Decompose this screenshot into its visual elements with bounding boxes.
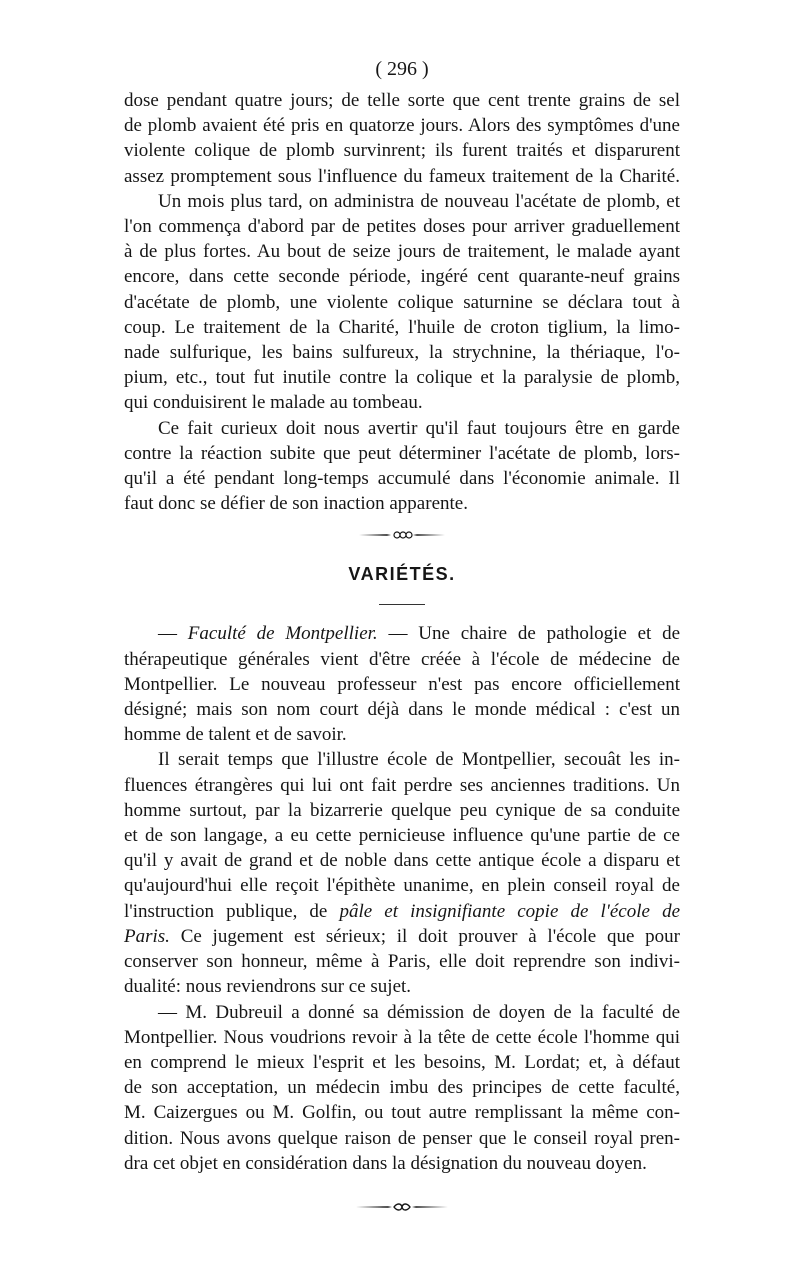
- text-line: désigné; mais son nom court déjà dans le monde médical : c'est un: [124, 699, 680, 721]
- text-line: l'on commença d'abord par de petites doses pour arriver graduellement: [124, 216, 680, 238]
- end-ornament-icon: [354, 1200, 450, 1214]
- text-line: violente colique de plomb survinrent; ils furent traités et disparurent: [124, 140, 680, 162]
- text-line: qu'il a été pendant long-temps accumulé dans l'économie animale. Il: [124, 468, 680, 490]
- title-rule: [379, 604, 425, 605]
- text-line: d'acétate de plomb, une violente colique saturnine se déclara tout à: [124, 291, 680, 313]
- paragraph-continuation: [124, 88, 680, 189]
- text-line: Ce fait curieux doit nous avertir qu'il faut toujours être en garde: [158, 417, 680, 439]
- text-line: thérapeutique générales vient d'être créée à l'école de médecine de: [124, 648, 680, 670]
- text-line: homme surtout, par la bizarrerie quelque peu cynique de sa conduite: [124, 799, 680, 821]
- text-line: de plomb avaient été pris en quatorze jours. Alors des symptômes d'une: [124, 115, 680, 137]
- text-line: de son acceptation, un médecin imbu des principes de cette faculté,: [124, 1077, 680, 1099]
- text-line: [124, 924, 680, 949]
- text-line: en comprend le mieux l'esprit et les besoins, M. Lordat; et, à défaut: [124, 1051, 680, 1073]
- text-line: pium, etc., tout fut inutile contre la colique et la paralysie de plomb,: [124, 367, 680, 389]
- book-page: [124, 56, 680, 1214]
- text-line: faut donc se défier de son inaction apparente.: [124, 493, 468, 515]
- text-line: Montpellier. Le nouveau professeur n'est pas encore officiellement: [124, 673, 680, 695]
- line-rest: — Une chaire de pathologie et de: [377, 623, 681, 645]
- text-line: — M. Dubreuil a donné sa démission de doyen de la faculté de: [158, 1001, 680, 1023]
- text-line: dualité: nous reviendrons sur ce sujet.: [124, 976, 412, 998]
- text-line: qu'il y avait de grand et de noble dans cette antique école a disparu et: [124, 850, 680, 872]
- text-line: dose pendant quatre jours; de telle sorte que cent trente grains de sel: [124, 90, 680, 111]
- text-line: nade sulfurique, les bains sulfureux, la strychnine, la thériaque, l'o-: [124, 342, 680, 364]
- text-line: assez promptement sous l'influence du fameux traitement de la Charité.: [124, 165, 680, 187]
- line-text: l'instruction publique, de: [124, 900, 340, 922]
- text-line: fluences étrangères qui lui ont fait perdre ses anciennes traditions. Un: [124, 774, 680, 796]
- text-line: encore, dans cette seconde période, ingéré cent quarante-neuf grains: [124, 266, 680, 288]
- text-line: Montpellier. Nous voudrions revoir à la tête de cette école l'homme qui: [124, 1026, 680, 1048]
- text-line: [124, 899, 680, 924]
- text-line: à de plus fortes. Au bout de seize jours de traitement, le malade ayant: [124, 241, 680, 263]
- text-line: conserver son honneur, même à Paris, elle doit reprendre son indivi-: [124, 951, 680, 973]
- text-line: [124, 621, 680, 646]
- text-line: contre la réaction subite que peut déterminer l'acétate de plomb, lors-: [124, 442, 680, 464]
- text-line: M. Caizergues ou M. Golfin, ou tout autre remplissant la même con-: [124, 1102, 680, 1124]
- italic-heading: Faculté de Montpellier.: [187, 623, 378, 645]
- text-line: Un mois plus tard, on administra de nouveau l'acétate de plomb, et: [158, 190, 680, 212]
- line-rest: Ce jugement est sérieux; il doit prouver à l'école que pour: [169, 925, 680, 947]
- paragraph-faculte: [124, 621, 680, 747]
- ornament-divider-svg: [357, 528, 447, 542]
- italic-quote: Paris.: [124, 925, 170, 947]
- paragraph-warning: [124, 416, 680, 517]
- text-line: et de son langage, a eu cette pernicieuse influence qu'une partie de ce: [124, 825, 680, 847]
- text-line: homme de talent et de savoir.: [124, 724, 347, 746]
- text-line: dition. Nous avons quelque raison de penser que le conseil royal pren-: [124, 1127, 680, 1149]
- text-line: coup. Le traitement de la Charité, l'huile de croton tiglium, la limo-: [124, 316, 680, 338]
- paragraph-ecole: [124, 747, 680, 999]
- text-line: qui conduisirent le malade au tombeau.: [124, 392, 423, 414]
- paragraph-dubreuil: [124, 1000, 680, 1176]
- ornament-divider-icon: [357, 528, 447, 542]
- section-title: VARIÉTÉS.: [348, 564, 456, 585]
- text-line: qu'aujourd'hui elle reçoit l'épithète unanime, en plein conseil royal de: [124, 875, 680, 897]
- text-line: dra cet objet en considération dans la désignation du nouveau doyen.: [124, 1152, 647, 1174]
- text-line: Il serait temps que l'illustre école de Montpellier, secouât les in-: [158, 749, 680, 771]
- dash-prefix: —: [158, 623, 188, 645]
- page-number: ( 296 ): [375, 58, 429, 80]
- end-ornament-svg: [354, 1200, 450, 1214]
- paragraph-second-treatment: [124, 189, 680, 416]
- italic-quote: pâle et insignifiante copie de l'école de: [339, 900, 680, 922]
